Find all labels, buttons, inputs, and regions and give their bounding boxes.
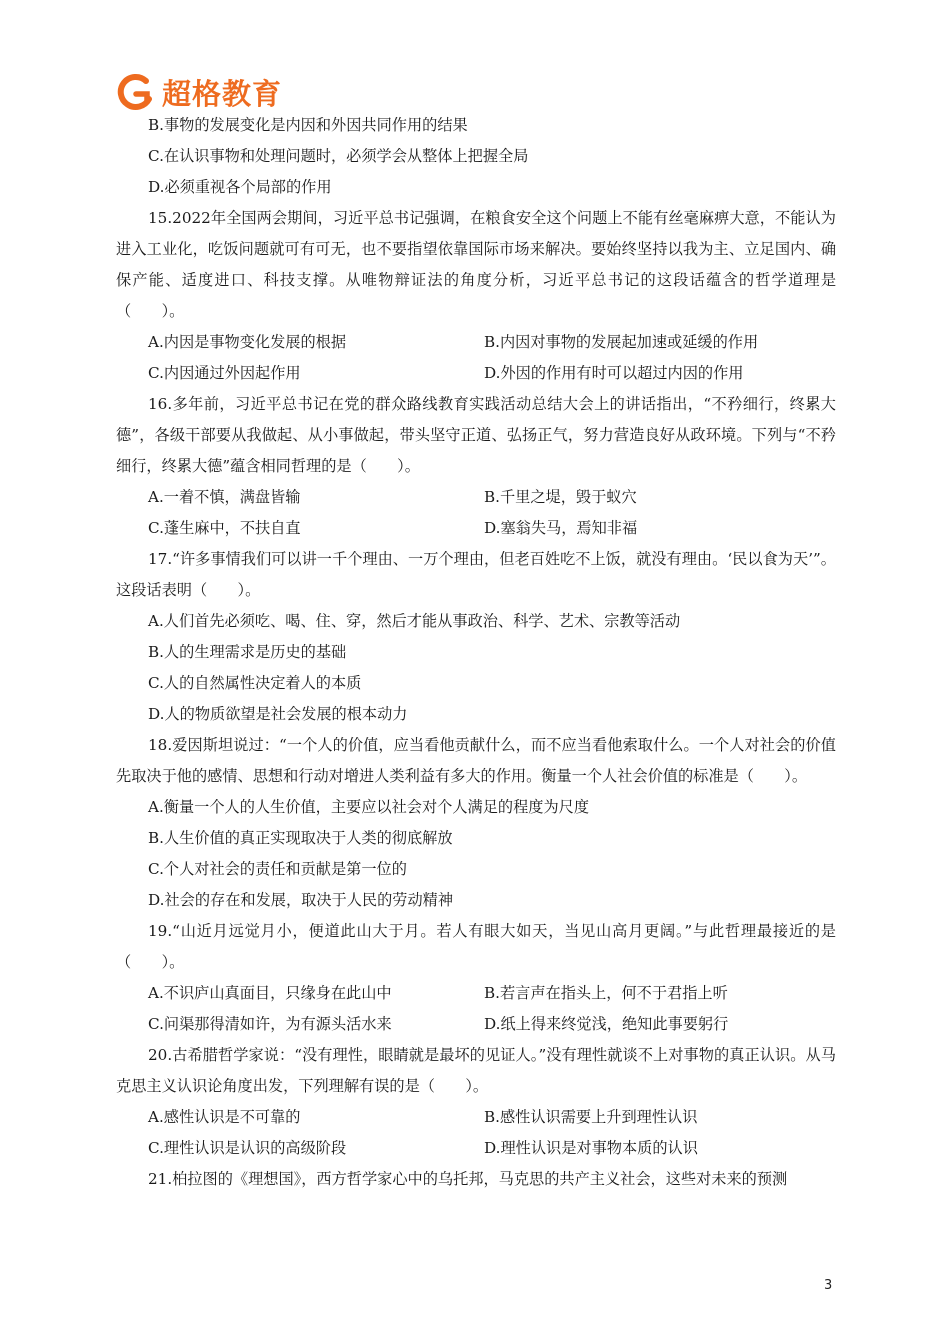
option-text: D.社会的存在和发展，取决于人民的劳动精神: [148, 891, 454, 909]
option-text: A.内因是事物变化发展的根据: [148, 333, 347, 351]
option-text: B.感性认识需要上升到理性认识: [484, 1108, 698, 1126]
option-row: [116, 513, 836, 544]
option-row: [116, 327, 836, 358]
option-text: A.不识庐山真面目，只缘身在此山中: [148, 984, 392, 1002]
option-text: D.塞翁失马，焉知非福: [484, 519, 638, 537]
option-text: A.一着不慎，满盘皆输: [148, 488, 301, 506]
option-text: C.人的自然属性决定着人的本质: [148, 674, 362, 692]
brand-logo: [116, 72, 282, 112]
option-text: D.外因的作用有时可以超过内因的作用: [484, 364, 744, 382]
option-text: C.在认识事物和处理问题时，必须学会从整体上把握全局: [148, 147, 529, 165]
option-row: [116, 978, 836, 1009]
option-text: B.若言声在指头上，何不于君指上听: [484, 984, 728, 1002]
option-row: [116, 482, 836, 513]
question-stem: 21.柏拉图的《理想国》，西方哲学家心中的乌托邦，马克思的共产主义社会，这些对未来的预测: [148, 1170, 788, 1188]
question-stem: 16.多年前，习近平总书记在党的群众路线教育实践活动总结大会上的讲话指出，“不矜细行，终累大德”，各级干部要从我做起、从小事做起，带头坚守正道、弘扬正气，努力营造良好从政环境。下列与“不矜细行，终累大德”蕴含相同哲理的是（ ）。: [116, 395, 836, 475]
option-text: B.内因对事物的发展起加速或延缓的作用: [484, 333, 759, 351]
question-stem: 15.2022年全国两会期间，习近平总书记强调，在粮食安全这个问题上不能有丝毫麻痹大意，不能认为进入工业化，吃饭问题就可有可无，也不要指望依靠国际市场来解决。要始终坚持以我为主、立足国内、确保产能、适度进口、科技支撑。从唯物辩证法的角度分析，习近平总书记的这段话蕴含的哲学道理是（ ）。: [116, 209, 836, 320]
page-number: 3: [824, 1278, 833, 1293]
logo-text: 超格教育: [162, 76, 283, 111]
option-text: B.人生价值的真正实现取决于人类的彻底解放: [148, 829, 453, 847]
option-row: [116, 358, 836, 389]
option-text: C.内因通过外因起作用: [148, 364, 301, 382]
question-stem: 18.爱因斯坦说过：“一个人的价值，应当看他贡献什么，而不应当看他索取什么。一个人对社会的价值先取决于他的感情、思想和行动对增进人类利益有多大的作用。衡量一个人社会价值的标准是（ ）。: [116, 736, 836, 785]
option-text: B.人的生理需求是历史的基础: [148, 643, 347, 661]
option-row: [116, 1009, 836, 1040]
logo-c-icon: [116, 72, 156, 112]
document-body: [116, 110, 836, 1195]
option-text: D.理性认识是对事物本质的认识: [484, 1139, 698, 1157]
option-text: A.衡量一个人的人生价值，主要应以社会对个人满足的程度为尺度: [148, 798, 590, 816]
option-text: C.个人对社会的责任和贡献是第一位的: [148, 860, 407, 878]
option-text: A.感性认识是不可靠的: [148, 1108, 301, 1126]
option-text: D.必须重视各个局部的作用: [148, 178, 332, 196]
question-stem: 17.“许多事情我们可以讲一千个理由、一万个理由，但老百姓吃不上饭，就没有理由。‘民以食为天’”。这段话表明（ ）。: [116, 550, 836, 599]
option-row: [116, 1133, 836, 1164]
option-row: [116, 1102, 836, 1133]
option-text: D.纸上得来终觉浅，绝知此事要躬行: [484, 1015, 729, 1033]
option-text: A.人们首先必须吃、喝、住、穿，然后才能从事政治、科学、艺术、宗教等活动: [148, 612, 681, 630]
option-text: B.事物的发展变化是内因和外因共同作用的结果: [148, 116, 468, 134]
question-stem: 20.古希腊哲学家说：“没有理性，眼睛就是最坏的见证人。”没有理性就谈不上对事物的真正认识。从马克思主义认识论角度出发，下列理解有误的是（ ）。: [116, 1046, 836, 1095]
question-stem: 19.“山近月远觉月小，便道此山大于月。若人有眼大如天，当见山高月更阔。”与此哲理最接近的是（ ）。: [116, 922, 836, 971]
option-text: C.理性认识是认识的高级阶段: [148, 1139, 347, 1157]
option-text: D.人的物质欲望是社会发展的根本动力: [148, 705, 408, 723]
option-text: C.问渠那得清如许，为有源头活水来: [148, 1015, 392, 1033]
option-text: B.千里之堤，毁于蚁穴: [484, 488, 637, 506]
option-text: C.蓬生麻中，不扶自直: [148, 519, 301, 537]
